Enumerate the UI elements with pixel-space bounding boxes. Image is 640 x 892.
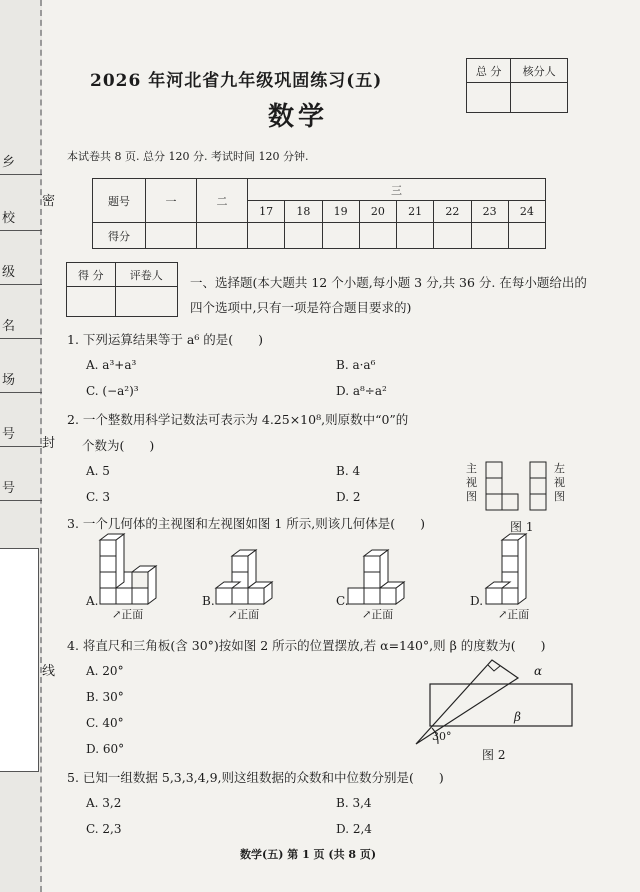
score-cell[interactable] [146, 223, 197, 249]
front-label: 正面 [507, 608, 530, 621]
fig2-caption: 图 2 [482, 748, 506, 762]
side-label-seat: 号 [0, 478, 42, 501]
front-label: 正面 [371, 608, 394, 621]
angle30-label: 30° [432, 730, 452, 743]
q4-option-d[interactable]: D. 60° [86, 742, 125, 756]
side-blank-box [0, 548, 39, 772]
q3-option-a[interactable]: A. [86, 594, 99, 608]
score-table-num: 24 [508, 201, 545, 223]
fig1-main-char: 图 [466, 490, 477, 503]
seal-char-mi: 密 [42, 194, 56, 209]
checker-label: 核分人 [511, 59, 568, 83]
fig1-caption: 图 1 [510, 520, 534, 534]
side-label-class: 级 [0, 262, 42, 285]
binding-strip [0, 0, 42, 892]
exam-intro: 本试卷共 8 页. 总分 120 分. 考试时间 120 分钟. [67, 150, 309, 163]
question-1-stem: 1. 下列运算结果等于 a⁶ 的是( ) [67, 332, 264, 347]
q1-option-d[interactable]: D. a⁸÷a² [336, 384, 387, 398]
total-score-cell[interactable] [467, 83, 511, 113]
score-table-num: 21 [397, 201, 434, 223]
score-table-num: 17 [248, 201, 285, 223]
q5-option-a[interactable]: A. 3,2 [86, 796, 122, 810]
side-label-venue: 场 [0, 370, 42, 393]
fig1-left-view-label [554, 462, 566, 504]
score-row-label: 得分 [93, 223, 146, 249]
grader-label: 评卷人 [115, 263, 177, 287]
grader-score-label: 得 分 [67, 263, 116, 287]
score-table-header: 题号 [93, 179, 146, 223]
seal-char-feng: 封 [42, 436, 56, 451]
q2-option-a[interactable]: A. 5 [86, 464, 110, 478]
q3-option-c[interactable]: C. [336, 594, 349, 608]
score-table-num: 22 [434, 201, 471, 223]
score-table-num: 19 [322, 201, 359, 223]
side-label-school: 校 [0, 208, 42, 231]
q3-option-b[interactable]: B. [202, 594, 215, 608]
q2-option-c[interactable]: C. 3 [86, 490, 111, 504]
score-cell[interactable] [397, 223, 434, 249]
q3-a-front: ↗正面 [112, 608, 144, 621]
exam-subject: 数学 [268, 102, 329, 132]
question-2-stem: 2. 一个整数用科学记数法可表示为 4.25×10⁸,则原数中“0”的 [67, 412, 409, 427]
score-table [92, 178, 546, 249]
q3-solid-d[interactable] [486, 540, 566, 612]
grader-box [66, 262, 178, 317]
score-cell[interactable] [285, 223, 322, 249]
fig1-left-char: 左 [554, 462, 565, 475]
q3-d-front: ↗正面 [498, 608, 530, 621]
fig1-left-view [530, 462, 550, 514]
score-table-one: 一 [146, 179, 197, 223]
q4-option-c[interactable]: C. 40° [86, 716, 124, 730]
page-footer: 数学(五) 第 1 页 (共 8 页) [240, 848, 377, 861]
score-cell[interactable] [248, 223, 285, 249]
q4-option-b[interactable]: B. 30° [86, 690, 124, 704]
q1-option-a[interactable]: A. a³+a³ [86, 358, 137, 372]
q1-option-c[interactable]: C. (−a²)³ [86, 384, 139, 398]
q1-option-b[interactable]: B. a·a⁶ [336, 358, 376, 372]
score-cell[interactable] [322, 223, 359, 249]
q5-option-c[interactable]: C. 2,3 [86, 822, 122, 836]
score-cell[interactable] [508, 223, 545, 249]
checker-cell[interactable] [511, 83, 568, 113]
q3-option-d[interactable]: D. [470, 594, 484, 608]
q3-c-front: ↗正面 [362, 608, 394, 621]
q3-solid-b[interactable] [216, 540, 306, 612]
score-table-num: 18 [285, 201, 322, 223]
question-3-stem: 3. 一个几何体的主视图和左视图如图 1 所示,则该几何体是( ) [67, 516, 426, 531]
section1-heading: 一、选择题(本大题共 12 个小题,每小题 3 分,共 36 分. 在每小题给出的四个选项中,只有一项是符合题目要求的) [190, 275, 587, 315]
question-5-stem: 5. 已知一组数据 5,3,3,4,9,则这组数据的众数和中位数分别是( ) [67, 770, 444, 785]
seal-char-xian: 线 [42, 664, 56, 679]
score-cell[interactable] [359, 223, 396, 249]
front-label: 正面 [237, 608, 260, 621]
score-table-two: 二 [197, 179, 248, 223]
q5-option-d[interactable]: D. 2,4 [336, 822, 372, 836]
question-4-stem: 4. 将直尺和三角板(含 30°)按如图 2 所示的位置摆放,若 α=140°,则 β 的度数为( ) [67, 638, 546, 653]
score-table-num: 20 [359, 201, 396, 223]
q3-b-front: ↗正面 [228, 608, 260, 621]
q4-option-a[interactable]: A. 20° [86, 664, 124, 678]
total-score-label: 总 分 [467, 59, 511, 83]
side-label-number: 号 [0, 424, 42, 447]
fig1-main-view-label [466, 462, 478, 504]
side-label-name: 名 [0, 316, 42, 339]
fig1-main-char: 主 [466, 462, 477, 475]
score-table-num: 23 [471, 201, 508, 223]
q5-option-b[interactable]: B. 3,4 [336, 796, 372, 810]
exam-title: 2026 年河北省九年级巩固练习(五) [90, 71, 383, 91]
beta-label: β [514, 710, 521, 724]
alpha-label: α [534, 664, 543, 678]
right-angle-mark [488, 665, 500, 671]
score-cell[interactable] [197, 223, 248, 249]
score-cell[interactable] [434, 223, 471, 249]
q3-solid-c[interactable] [348, 540, 428, 612]
total-score-box [466, 58, 568, 113]
score-cell[interactable] [471, 223, 508, 249]
side-label-township: 乡 [0, 152, 42, 175]
grader-name-cell[interactable] [115, 287, 177, 317]
q2-option-d[interactable]: D. 2 [336, 490, 361, 504]
score-table-three: 三 [248, 179, 546, 201]
fig1-main-char: 视 [466, 476, 477, 489]
question-2-stem-cont: 个数为( ) [82, 438, 155, 453]
q3-solid-a[interactable] [100, 540, 180, 612]
fig1-left-char: 视 [554, 476, 565, 489]
grader-score-cell[interactable] [67, 287, 116, 317]
front-label: 正面 [121, 608, 144, 621]
q2-option-b[interactable]: B. 4 [336, 464, 361, 478]
fig1-main-view [486, 462, 522, 514]
fig1-left-char: 图 [554, 490, 565, 503]
